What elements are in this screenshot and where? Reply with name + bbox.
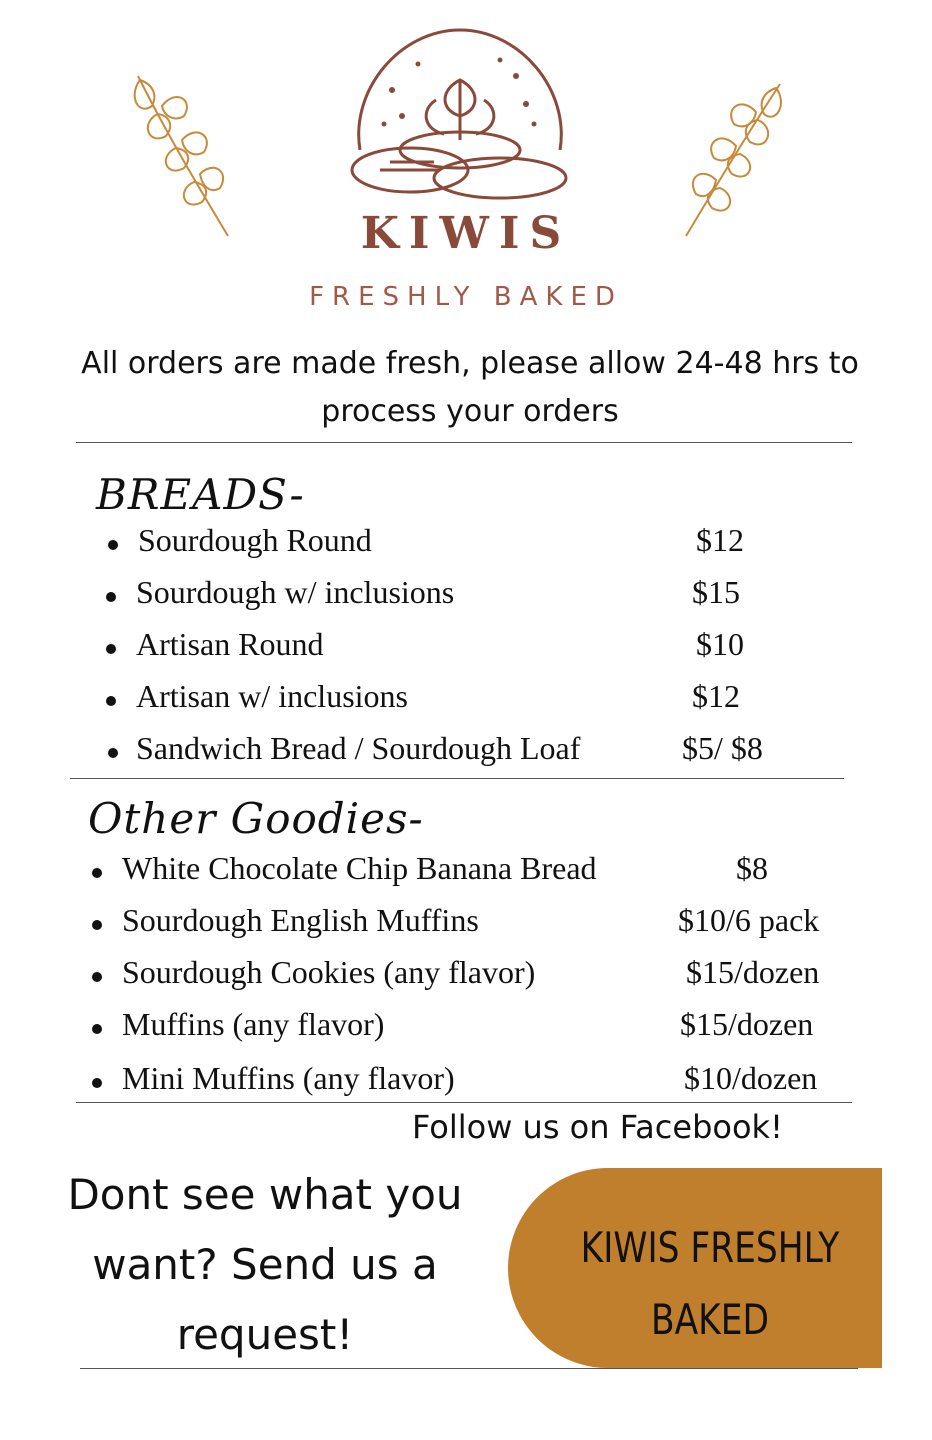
bullet bbox=[92, 1024, 102, 1034]
item-price: $12 bbox=[696, 522, 744, 558]
bullet bbox=[108, 748, 118, 758]
item-price: $12 bbox=[692, 678, 740, 714]
menu-item bbox=[0, 574, 932, 618]
item-price: $15/dozen bbox=[686, 954, 820, 990]
brand-tagline: FRESHLY BAKED bbox=[309, 282, 623, 312]
item-price: $5/ $8 bbox=[682, 730, 763, 766]
menu-item bbox=[0, 678, 932, 722]
item-price: $10/dozen bbox=[684, 1060, 818, 1096]
brand-badge-text: KIWIS FRESHLY BAKED bbox=[580, 1223, 840, 1344]
menu-item bbox=[0, 626, 932, 670]
divider bbox=[80, 1368, 858, 1369]
item-name: Artisan w/ inclusions bbox=[136, 678, 408, 714]
item-price: $10/6 pack bbox=[678, 902, 820, 938]
menu-item bbox=[0, 522, 932, 566]
goodies-section-title: Other Goodies- bbox=[88, 794, 424, 843]
menu-item bbox=[0, 954, 932, 998]
menu-item bbox=[0, 902, 932, 946]
order-notice: All orders are made fresh, please allow 24-48 hrs to process your orders bbox=[81, 346, 859, 429]
item-name: Sourdough Round bbox=[138, 522, 372, 558]
item-price: $15/dozen bbox=[680, 1006, 814, 1042]
item-name: Artisan Round bbox=[136, 626, 324, 662]
item-price: $8 bbox=[736, 850, 768, 886]
bullet bbox=[92, 920, 102, 930]
menu-item bbox=[0, 850, 932, 894]
item-name: Sourdough Cookies (any flavor) bbox=[122, 954, 536, 990]
bullet bbox=[92, 972, 102, 982]
follow-facebook-text: Follow us on Facebook! bbox=[412, 1108, 783, 1146]
bullet bbox=[106, 696, 116, 706]
bullet bbox=[106, 644, 116, 654]
item-name: Sandwich Bread / Sourdough Loaf bbox=[136, 730, 581, 766]
breads-section-title: BREADS- bbox=[96, 470, 305, 519]
bullet bbox=[92, 1078, 102, 1088]
item-name: Muffins (any flavor) bbox=[122, 1006, 385, 1042]
request-text: Dont see what you want? Send us a request! bbox=[67, 1170, 463, 1359]
divider bbox=[70, 778, 844, 779]
bullet bbox=[106, 592, 116, 602]
bread-logo-icon bbox=[340, 20, 580, 200]
divider bbox=[76, 1102, 852, 1103]
brand-name: KIWIS bbox=[360, 208, 572, 259]
bullet bbox=[92, 868, 102, 878]
item-name: Sourdough English Muffins bbox=[122, 902, 479, 938]
item-name: Sourdough w/ inclusions bbox=[136, 574, 455, 610]
item-price: $10 bbox=[696, 626, 744, 662]
menu-item bbox=[0, 1006, 932, 1050]
bullet bbox=[108, 540, 118, 550]
divider bbox=[76, 442, 852, 443]
menu-item bbox=[0, 730, 932, 774]
menu-item bbox=[0, 1060, 932, 1104]
item-price: $15 bbox=[692, 574, 740, 610]
item-name: Mini Muffins (any flavor) bbox=[122, 1060, 455, 1096]
item-name: White Chocolate Chip Banana Bread bbox=[122, 850, 597, 886]
